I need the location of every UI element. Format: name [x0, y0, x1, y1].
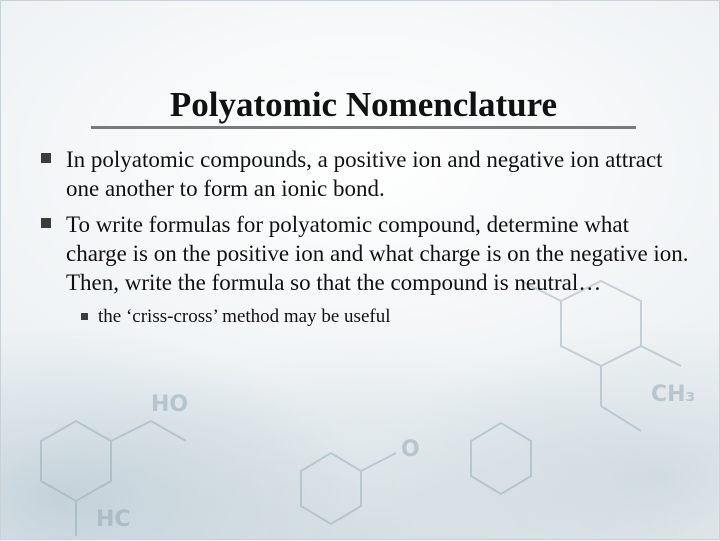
background-label: HC — [96, 507, 131, 532]
sub-bullet-item — [81, 305, 691, 329]
bullet-item — [41, 210, 691, 297]
bullet-item — [41, 145, 691, 203]
background-label: CH₃ — [651, 382, 696, 407]
bond-line — [641, 346, 681, 366]
bond-line — [111, 421, 151, 441]
sub-bullet-text: the ‘criss-cross’ method may be useful — [98, 306, 391, 327]
bond-line — [601, 406, 641, 431]
hexagon-ring — [41, 421, 111, 501]
square-bullet-icon — [41, 153, 51, 163]
background-label: HO — [151, 392, 189, 417]
slide-title: Polyatomic Nomenclature — [169, 85, 558, 124]
hexagon-ring — [471, 423, 531, 494]
bullet-text: In polyatomic compounds, a positive ion and negative ion attract one another to form an ionic bond. — [66, 147, 663, 201]
bond-line — [151, 421, 186, 441]
background-label: O — [401, 437, 420, 462]
bullet-text: To write formulas for polyatomic compound, determine what charge is on the positive ion and what charge is on the negative ion. Then, write the formula so that the compound is neutral… — [66, 212, 689, 295]
hexagon-ring — [301, 453, 361, 524]
bond-line — [361, 453, 396, 471]
slide-content — [41, 145, 691, 329]
square-bullet-icon — [41, 218, 51, 228]
square-bullet-icon — [81, 313, 88, 320]
title-underline — [91, 126, 636, 129]
